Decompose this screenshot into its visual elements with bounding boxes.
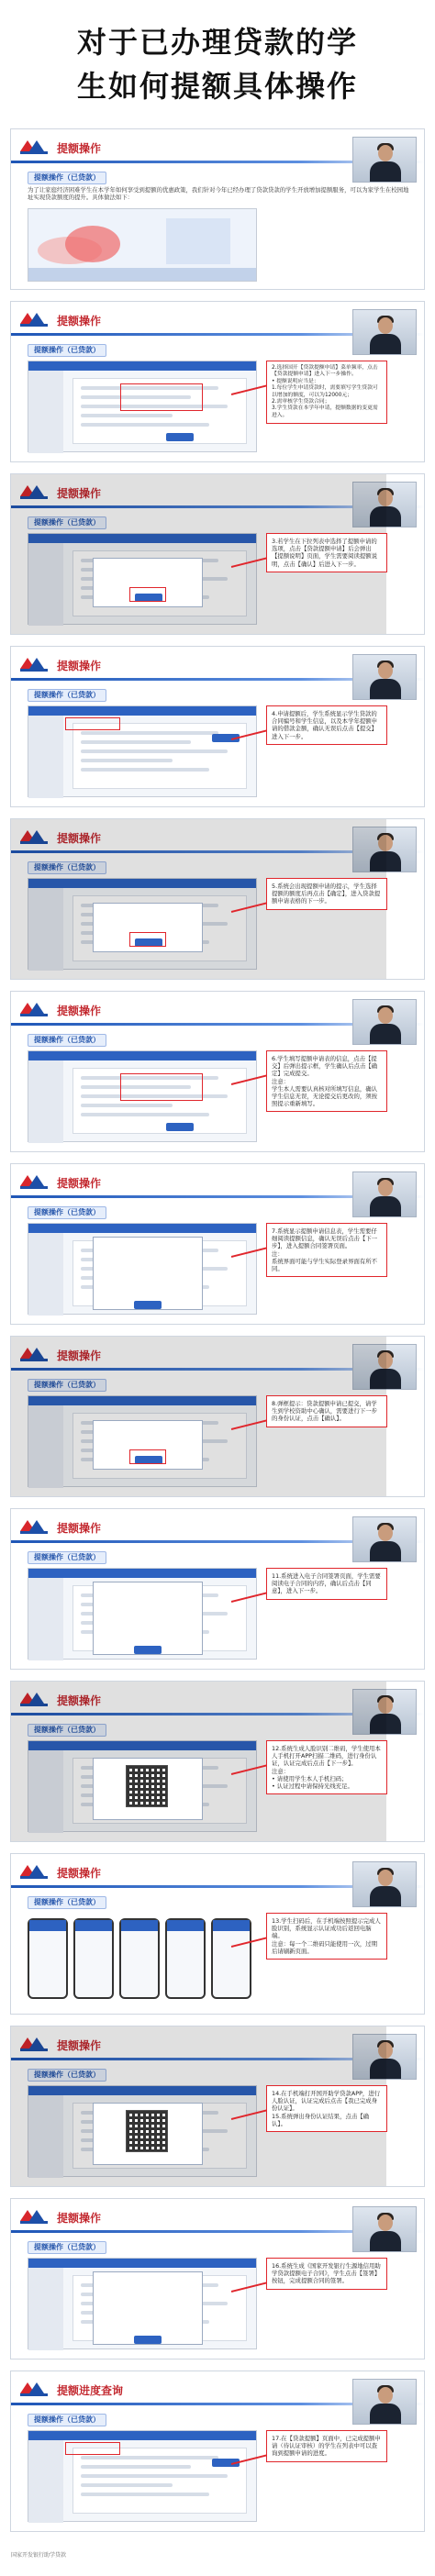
slide-heading: 提额操作: [57, 2039, 102, 2052]
slide-8: [10, 1336, 425, 1497]
system-screenshot: [28, 361, 257, 452]
presenter-video: [352, 654, 417, 700]
highlight-box: [129, 932, 166, 947]
slide-1: [10, 128, 425, 290]
slide-6: [10, 991, 425, 1152]
presenter-video: [352, 999, 417, 1045]
slide-heading: 提额操作: [57, 2212, 102, 2225]
slide-heading: 提额操作: [57, 1694, 102, 1707]
page-title-line-1: 对于已办理贷款的学: [76, 25, 358, 60]
system-screenshot: [28, 533, 257, 625]
presenter-video: [352, 482, 417, 527]
system-screenshot: [28, 1568, 257, 1660]
slide-heading: 提额操作: [57, 1522, 102, 1535]
bank-logo-icon: [20, 2036, 53, 2054]
system-screenshot: [28, 1740, 257, 1832]
slide-10: [10, 1681, 425, 1842]
slide-tab-label: 提额操作（已贷款）: [28, 861, 106, 874]
slide-12: [10, 2026, 425, 2187]
presenter-video: [352, 2206, 417, 2252]
submit-button[interactable]: [166, 1123, 194, 1131]
highlight-box: [129, 1449, 166, 1464]
slide-intro-text: 为了让家庭经济困难学生在本学年如何享受到提额的优惠政策，我们针对今年已经办理了贷款贷款的学生开放增加提额服务，可以为家学生在校园地址实现贷款额度的提升。具体做法如下：: [28, 186, 409, 201]
slide-tab-label: 提额操作（已贷款）: [28, 1034, 106, 1047]
bank-logo-icon: [20, 139, 53, 157]
phone-screen: [211, 1918, 251, 1999]
step-note: 16.系统生成《国家开发银行生源地信用助学贷款提额电子合同》，学生点击【签署】按钮，完成提额合同的签署。: [266, 2258, 387, 2290]
slide-heading: 提额操作: [57, 1349, 102, 1362]
slide-tab-label: 提额操作（已贷款）: [28, 2069, 106, 2082]
step-note: 17.在【贷款提额】页面中，已完成提额申请（待认证审核）的学生在列表中可以查询到提额申请的进度。: [266, 2430, 387, 2462]
page-footer: 国家开发银行助学贷款: [11, 2552, 67, 2559]
bank-logo-icon: [20, 656, 53, 674]
system-screenshot: [28, 2430, 257, 2522]
slide-4: [10, 646, 425, 807]
slide-heading: 提额操作: [57, 1005, 102, 1017]
qr-code-icon: [126, 1765, 168, 1807]
presenter-video: [352, 137, 417, 183]
step-note: 14.在手机端打开国开助学贷款APP，进行人脸认证，认证完成后点击【我已完成身份认证】。 15.系统弹出身份认证结果，点击【确认】。: [266, 2085, 387, 2132]
bank-logo-icon: [20, 1863, 53, 1882]
presenter-video: [352, 827, 417, 872]
step-note: 8.弹框提示：贷款提额申请已提交，请学生到学校资助中心确认，需要进行下一步的身份认证，点击【确认】。: [266, 1395, 387, 1427]
bank-logo-icon: [20, 483, 53, 502]
slide-5: [10, 818, 425, 980]
agree-button[interactable]: [134, 2336, 162, 2344]
slide-tab-label: 提额操作（已贷款）: [28, 1379, 106, 1392]
presenter-video: [352, 2379, 417, 2425]
presenter-video: [352, 1516, 417, 1562]
slide-11: [10, 1853, 425, 2015]
step-note: 4.申请提额后，学生系统显示学生贷款的合同编号和学生信息，以及本学年提额申请的借款金额，确认无误后点击【提交】进入下一步。: [266, 705, 387, 745]
agree-button[interactable]: [134, 1301, 162, 1309]
slide-tab-label: 提额操作（已贷款）: [28, 516, 106, 529]
slide-7: [10, 1163, 425, 1325]
submit-button[interactable]: [166, 433, 194, 441]
step-note: 11.系统进入电子合同签署页面，学生需要阅读电子合同的内容，确认后点击【同意】，进入下一步。: [266, 1568, 387, 1600]
step-note: 2.选择国开【贷款提额申请】菜单频率，点击【贷款提额申请】进入下一步操作。 • 提额说明应当是： 1.每位学生申请贷款时，需要填写学生贷款可以增加的额度，可以为12000元； 2.需审核学生贷款合同； 3.学生贷款在本学年申请，提额数据的变更需进入。: [266, 361, 387, 424]
highlight-box: [129, 587, 166, 602]
system-screenshot: [28, 705, 257, 797]
phone-screenshots: [28, 1913, 257, 2004]
step-note: 5.系统会出现提额申请的提示，学生选择提额的额度后再点击【确定】，进入贷款提额申请表格的下一步。: [266, 878, 387, 910]
bank-logo-icon: [20, 311, 53, 329]
slide-tab-label: 提额操作（已贷款）: [28, 172, 106, 184]
bank-logo-icon: [20, 828, 53, 847]
system-screenshot: [28, 2258, 257, 2349]
bank-logo-icon: [20, 2381, 53, 2399]
system-screenshot: [28, 1050, 257, 1142]
slide-heading: 提额操作: [57, 1177, 102, 1190]
agree-button[interactable]: [134, 1646, 162, 1654]
page-title-line-2: 生如何提额具体操作: [76, 69, 358, 104]
step-note: 13.学生扫码后，在手机端按照提示完成人脸识别，系统显示认证成功后返回电脑端。 注意：每一个二维码只能使用一次，过期后请刷新页面。: [266, 1913, 387, 1960]
phone-screen: [119, 1918, 160, 1999]
page-title: [0, 0, 435, 128]
slide-tab-label: 提额操作（已贷款）: [28, 689, 106, 702]
presenter-video: [352, 1171, 417, 1217]
phone-screen: [73, 1918, 114, 1999]
slide-heading: 提额操作: [57, 315, 102, 328]
presenter-video: [352, 1344, 417, 1390]
slide-tab-label: 提额操作（已贷款）: [28, 1206, 106, 1219]
bank-logo-icon: [20, 1001, 53, 1019]
slide-heading: 提额操作: [57, 487, 102, 500]
slide-3: [10, 473, 425, 635]
phone-screen: [28, 1918, 68, 1999]
highlight-box: [65, 2442, 120, 2455]
slide-13: [10, 2198, 425, 2359]
bank-logo-icon: [20, 1518, 53, 1537]
slide-tab-label: 提额操作（已贷款）: [28, 1551, 106, 1564]
presenter-video: [352, 2034, 417, 2080]
slide-tab-label: 提额操作（已贷款）: [28, 1896, 106, 1909]
bank-logo-icon: [20, 1346, 53, 1364]
presenter-video: [352, 1689, 417, 1735]
slide-9: [10, 1508, 425, 1670]
bank-logo-icon: [20, 2208, 53, 2226]
highlight-box: [65, 717, 120, 730]
slide-heading: 提额进度查询: [57, 2384, 124, 2397]
slide-2: [10, 301, 425, 462]
slide-tab-label: 提额操作（已贷款）: [28, 2414, 106, 2426]
qr-code-icon: [126, 2110, 168, 2152]
step-note: 6.学生填写提额申请表的信息，点击【提交】后弹出提示框，学生确认后点击【确定】完成提交。 注意： 学生本人需要认真核对所填写信息，确认学生信息无误，无论提交后更改的，须按照提示重新填写。: [266, 1050, 387, 1112]
phone-screen: [165, 1918, 206, 1999]
slide-heading: 提额操作: [57, 1867, 102, 1880]
system-screenshot: [28, 2085, 257, 2177]
slide-heading: 提额操作: [57, 660, 102, 672]
presenter-video: [352, 309, 417, 355]
bank-logo-icon: [20, 1691, 53, 1709]
system-screenshot: [28, 1223, 257, 1315]
step-note: 7.系统显示提额申请信息表，学生需要仔细阅读提额信息，确认无误后点击【下一步】，进入提额合同签署页面。 注： 系统界面可能与学生实际登录界面有所不同。: [266, 1223, 387, 1277]
slide-tab-label: 提额操作（已贷款）: [28, 2241, 106, 2254]
banner-screenshot: [28, 208, 257, 282]
system-screenshot: [28, 878, 257, 970]
slide-tab-label: 提额操作（已贷款）: [28, 344, 106, 357]
system-screenshot: [28, 1395, 257, 1487]
slide-heading: 提额操作: [57, 142, 102, 155]
slide-heading: 提额操作: [57, 832, 102, 845]
bank-logo-icon: [20, 1173, 53, 1192]
highlight-box: [120, 1073, 203, 1101]
presenter-video: [352, 1861, 417, 1907]
step-note: 3.若学生在下拉列表中选择了提额申请的选项，点击【贷款提额申请】后会弹出【提额说明】页面，学生需要阅读提额说明，点击【确认】后进入下一步。: [266, 533, 387, 572]
step-note: 12.系统生成人脸识别二维码，学生使用本人手机打开APP扫描二维码，进行身份认证，认证完成后点击【下一步】。 注意： • 请使用学生本人手机扫码； • 认证过程中请保持光线充足。: [266, 1740, 387, 1794]
slide-14: [10, 2371, 425, 2532]
slide-list: [0, 128, 435, 2532]
highlight-box: [120, 383, 203, 411]
slide-tab-label: 提额操作（已贷款）: [28, 1724, 106, 1737]
